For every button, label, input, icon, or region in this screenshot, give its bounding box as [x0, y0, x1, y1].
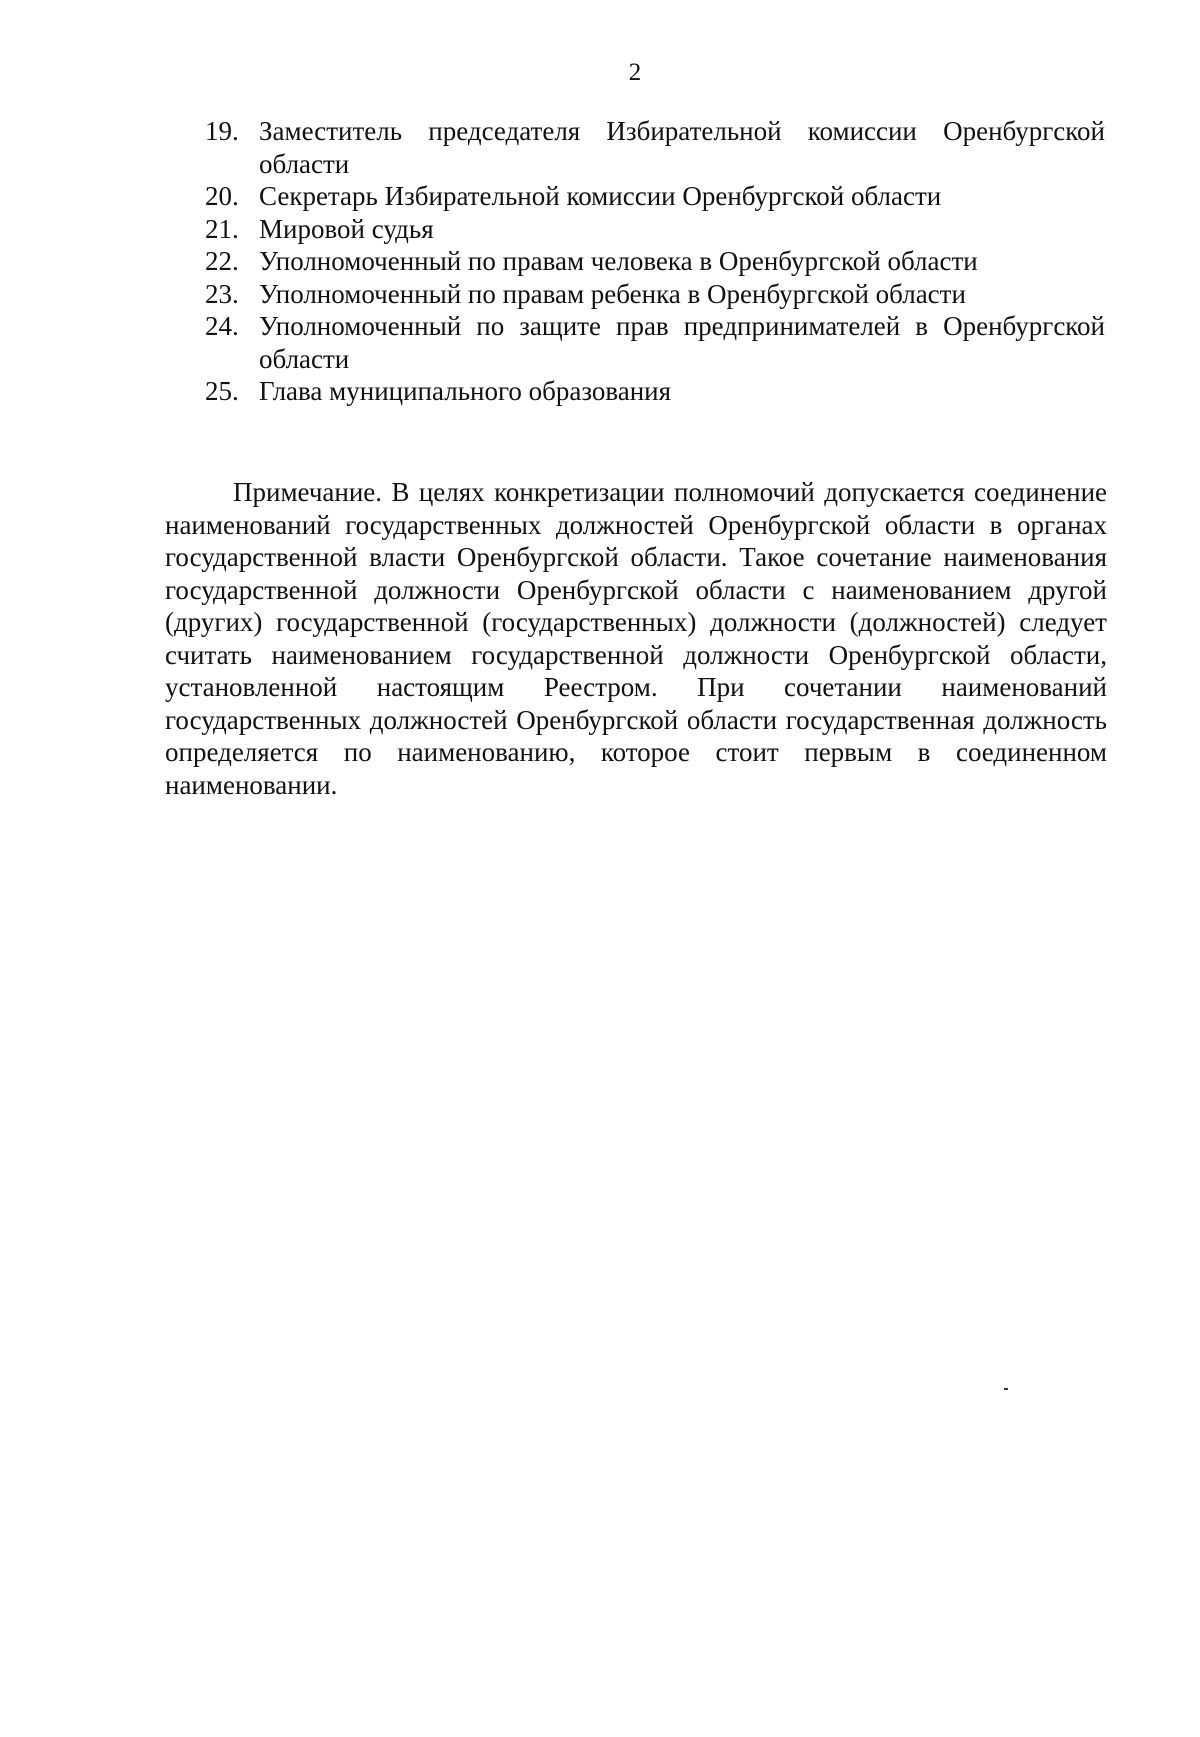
list-item-text: Уполномоченный по правам человека в Оренбургской области: [259, 246, 978, 276]
list-item-text: Заместитель председателя Избирательной комиссии Оренбургской области: [259, 116, 1105, 179]
list-item-text: Уполномоченный по правам ребенка в Оренбургской области: [259, 278, 966, 309]
list-item: [205, 213, 1105, 246]
list-item-number: 24.: [205, 311, 239, 341]
list-item: [205, 180, 1105, 213]
note-paragraph: Примечание. В целях конкретизации полномочий допускается соединение наименований государственных должностей Оренбургской области в органах государственной власти Оренбургской области. Такое сочетание наименования государственной должности Оренбургской области с наименованием другой (других) государственной (государственных) должности (должностей) следует считать наименованием государственной должности Оренбургской области, установленной настоящим Реестром. При сочетании наименований государственных должностей Оренбургской области государственная должность определяется по наименованию, которое стоит первым в соединенном наименовании.: [165, 477, 1107, 800]
list-item: [205, 245, 1105, 278]
list-item: [205, 115, 1105, 180]
page-number: 2: [628, 59, 642, 86]
scan-speck: [1004, 1388, 1008, 1390]
list-item-number: 21.: [205, 213, 239, 244]
list-item-text: Секретарь Избирательной комиссии Оренбургской области: [259, 181, 942, 211]
list-item-text: Уполномоченный по защите прав предпринимателей в Оренбургской области: [259, 311, 1105, 374]
list-item-number: 23.: [205, 278, 239, 309]
list-item-number: 19.: [205, 116, 239, 146]
list-item: [205, 375, 1105, 408]
list-item-number: 25.: [205, 376, 239, 406]
list-item-number: 22.: [205, 246, 239, 276]
list-item-text: Глава муниципального образования: [259, 376, 672, 406]
list-item-text: Мировой судья: [259, 213, 434, 244]
list-item: [205, 278, 1105, 311]
position-list: [205, 115, 1105, 408]
list-item-number: 20.: [205, 181, 239, 211]
list-item: [205, 310, 1105, 375]
